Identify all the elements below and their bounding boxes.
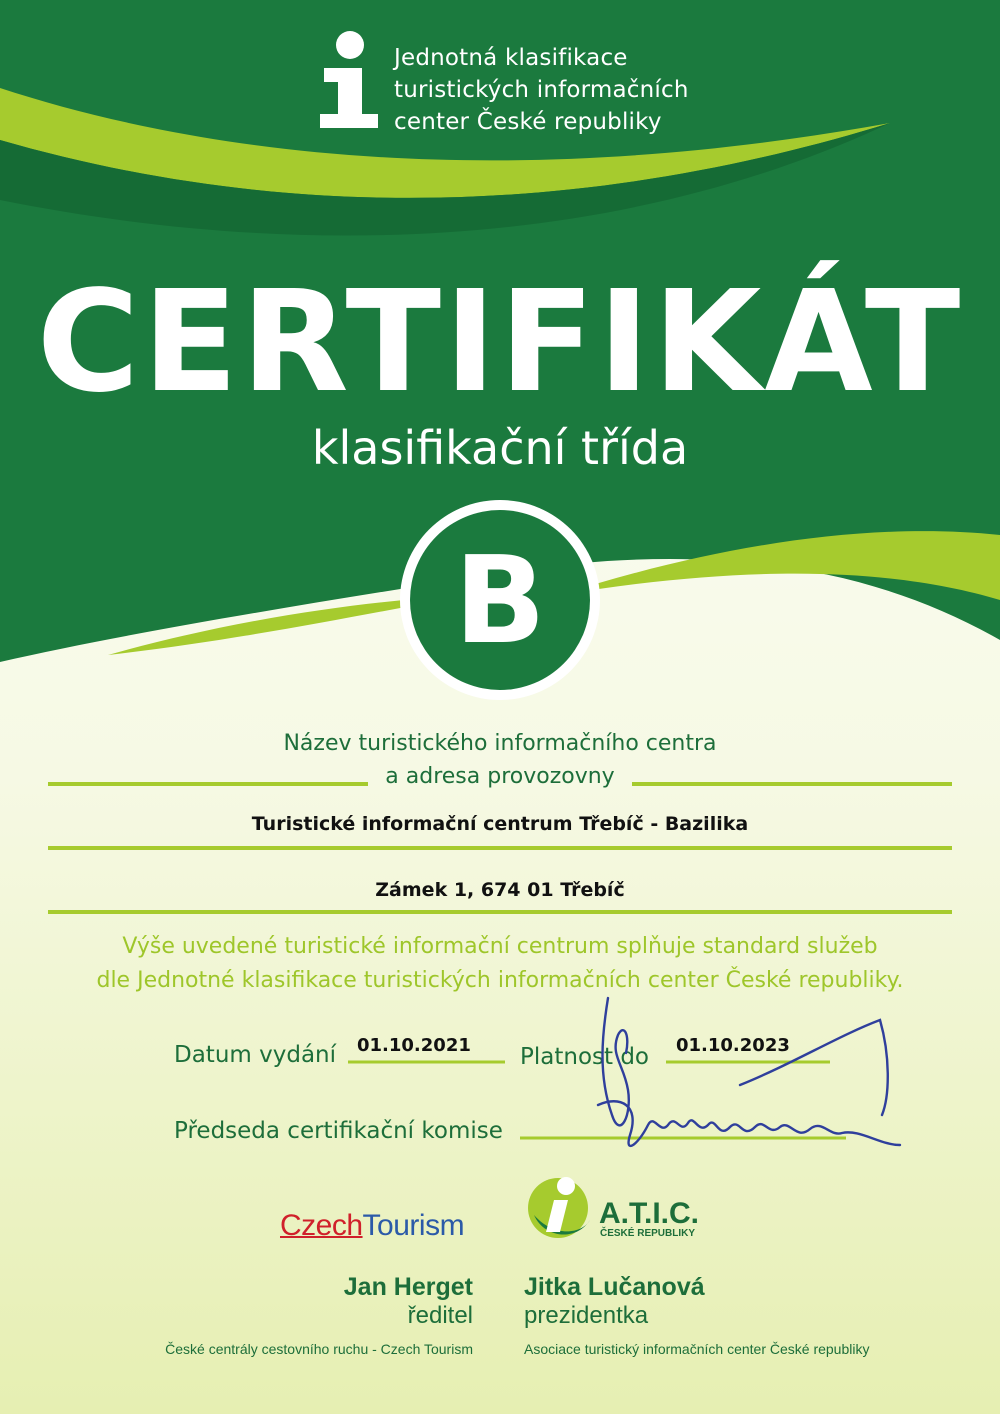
atic-logo-subtitle: ČESKÉ REPUBLIKY	[600, 1228, 696, 1239]
signatory-left-name: Jan Herget	[343, 1273, 473, 1301]
statement-line2: dle Jednotné klasifikace turistických informačních center České republiky.	[96, 968, 904, 993]
org-line: turistických informačních	[394, 77, 689, 103]
signatory-right-organization: Asociace turistický informačních center České republiky	[524, 1341, 870, 1357]
statement-line1: Výše uvedené turistické informační centrum splňuje standard služeb	[122, 934, 878, 959]
signature-icon	[590, 995, 910, 1170]
czechtourism-logo	[280, 1208, 464, 1244]
czechtourism-logo-part1: Czech	[280, 1209, 363, 1242]
info-i-icon	[318, 30, 380, 130]
issued-date-label: Datum vydání	[174, 1042, 336, 1068]
signatory-right	[524, 1272, 944, 1358]
signatory-right-name: Jitka Lučanová	[524, 1273, 705, 1301]
center-caption-line2: a adresa provozovny	[385, 764, 615, 789]
issued-date-value: 01.10.2021	[357, 1035, 471, 1056]
signatory-right-role: prezidentka	[524, 1302, 649, 1329]
signatory-left-organization: České centrály cestovního ruchu - Czech Tourism	[165, 1341, 473, 1357]
valid-until-label: Platnost do	[520, 1044, 650, 1070]
czechtourism-logo-part2: Tourism	[362, 1209, 465, 1242]
organization-title	[394, 42, 724, 138]
certificate-subtitle: klasifikační třída	[311, 421, 689, 475]
grade-letter: B	[454, 532, 546, 671]
center-name: Turistické informační centrum Třebíč - Bazilika	[251, 813, 749, 835]
valid-until-value: 01.10.2023	[676, 1035, 790, 1056]
signatory-left-role: ředitel	[407, 1302, 473, 1329]
org-line: center České republiky	[394, 109, 662, 135]
certificate-title: CERTIFIKÁT	[36, 261, 964, 424]
atic-logo-name: A.T.I.C.	[599, 1197, 700, 1230]
atic-i-logo-icon	[524, 1170, 594, 1242]
committee-chair-label: Předseda certifikační komise	[174, 1118, 503, 1144]
center-caption-line1: Název turistického informačního centra	[283, 731, 717, 756]
org-line: Jednotná klasifikace	[394, 45, 628, 71]
signatory-left	[100, 1272, 473, 1358]
center-address: Zámek 1, 674 01 Třebíč	[375, 879, 625, 901]
